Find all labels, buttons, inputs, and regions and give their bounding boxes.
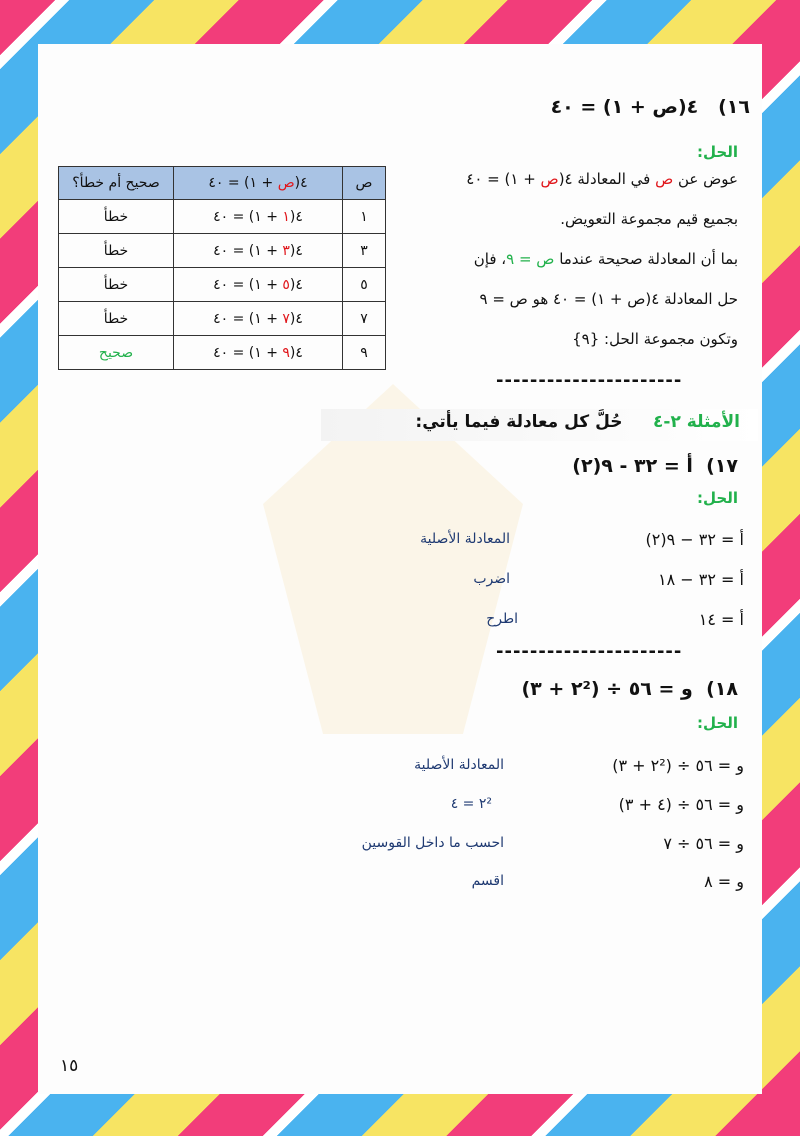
q18-step3-eq: و = ٥٦ ÷ ٧	[663, 834, 744, 853]
q18-equation: و = ٥٦ ÷ (٢² + ٣)	[521, 678, 693, 700]
table-row: ٧ ٤(٧ + ١) = ٤٠ خطأ	[59, 302, 386, 336]
q17-step1-eq: أ = ٣٢ − ٩(٢)	[645, 530, 744, 549]
q16-explanation	[393, 170, 738, 360]
q17-heading	[572, 455, 738, 477]
q16-equation: ٤(ص + ١) = ٤٠	[550, 96, 699, 118]
worksheet-page	[38, 44, 762, 1094]
q17-equation: أ = ٣٢ - ٩(٢)	[572, 455, 693, 477]
table-row: ١ ٤(١ + ١) = ٤٠ خطأ	[59, 200, 386, 234]
examples-instruction: حُلَّ كل معادلة فيما يأتي:	[415, 412, 623, 432]
examples-label: الأمثلة ٢-٤	[653, 412, 740, 432]
q18-step1-eq: و = ٥٦ ÷ (٢² + ٣)	[612, 756, 744, 775]
q16-line5: وتكون مجموعة الحل: {٩}	[572, 330, 738, 348]
q18-step2-eq: و = ٥٦ ÷ (٤ + ٣)	[618, 795, 744, 814]
q17-step1-note: المعادلة الأصلية	[420, 531, 510, 547]
q18-step1-note: المعادلة الأصلية	[414, 757, 504, 773]
q17-step2-eq: أ = ٣٢ − ١٨	[658, 570, 744, 589]
table-header-result: صحيح أم خطأ؟	[59, 167, 174, 200]
q16-number: ١٦)	[718, 96, 750, 118]
q18-step4-eq: و = ٨	[704, 872, 744, 891]
table-row: ٥ ٤(٥ + ١) = ٤٠ خطأ	[59, 268, 386, 302]
q17-step3-note: اطرح	[486, 611, 518, 627]
substitution-table	[58, 166, 386, 370]
q17-step3-eq: أ = ١٤	[698, 610, 744, 629]
q18-step3-note: احسب ما داخل القوسين	[361, 835, 504, 851]
q16-line3: بما أن المعادلة صحيحة عندما ص = ٩، فإن	[473, 250, 738, 268]
separator-2: ----------------------	[496, 641, 683, 662]
q18-number: ١٨)	[706, 678, 738, 700]
q16-line2: بجميع قيم مجموعة التعويض.	[560, 210, 738, 228]
table-row: ٩ ٤(٩ + ١) = ٤٠ صحيح	[59, 336, 386, 370]
q18-solution-label: الحل:	[697, 714, 738, 732]
table-header-row	[59, 167, 386, 200]
q16-line4: حل المعادلة ٤(ص + ١) = ٤٠ هو ص = ٩	[479, 290, 738, 308]
table-header-equation: ٤(ص + ١) = ٤٠	[174, 167, 343, 200]
q16-heading	[551, 96, 750, 118]
q16-solution-label: الحل:	[697, 143, 738, 161]
q17-step2-note: اضرب	[473, 571, 510, 587]
q17-solution-label: الحل:	[697, 489, 738, 507]
page-number: ١٥	[60, 1056, 79, 1076]
q17-number: ١٧)	[706, 455, 738, 477]
examples-heading	[415, 412, 740, 432]
table-row: ٣ ٤(٣ + ١) = ٤٠ خطأ	[59, 234, 386, 268]
table-header-x: ص	[343, 167, 386, 200]
q18-heading	[521, 678, 738, 700]
separator-1: ----------------------	[496, 370, 683, 391]
q16-line1: عوض عن ص في المعادلة ٤(ص + ١) = ٤٠	[466, 170, 738, 188]
q18-step2-note: ٢² = ٤	[450, 796, 492, 812]
q18-step4-note: اقسم	[471, 873, 504, 889]
